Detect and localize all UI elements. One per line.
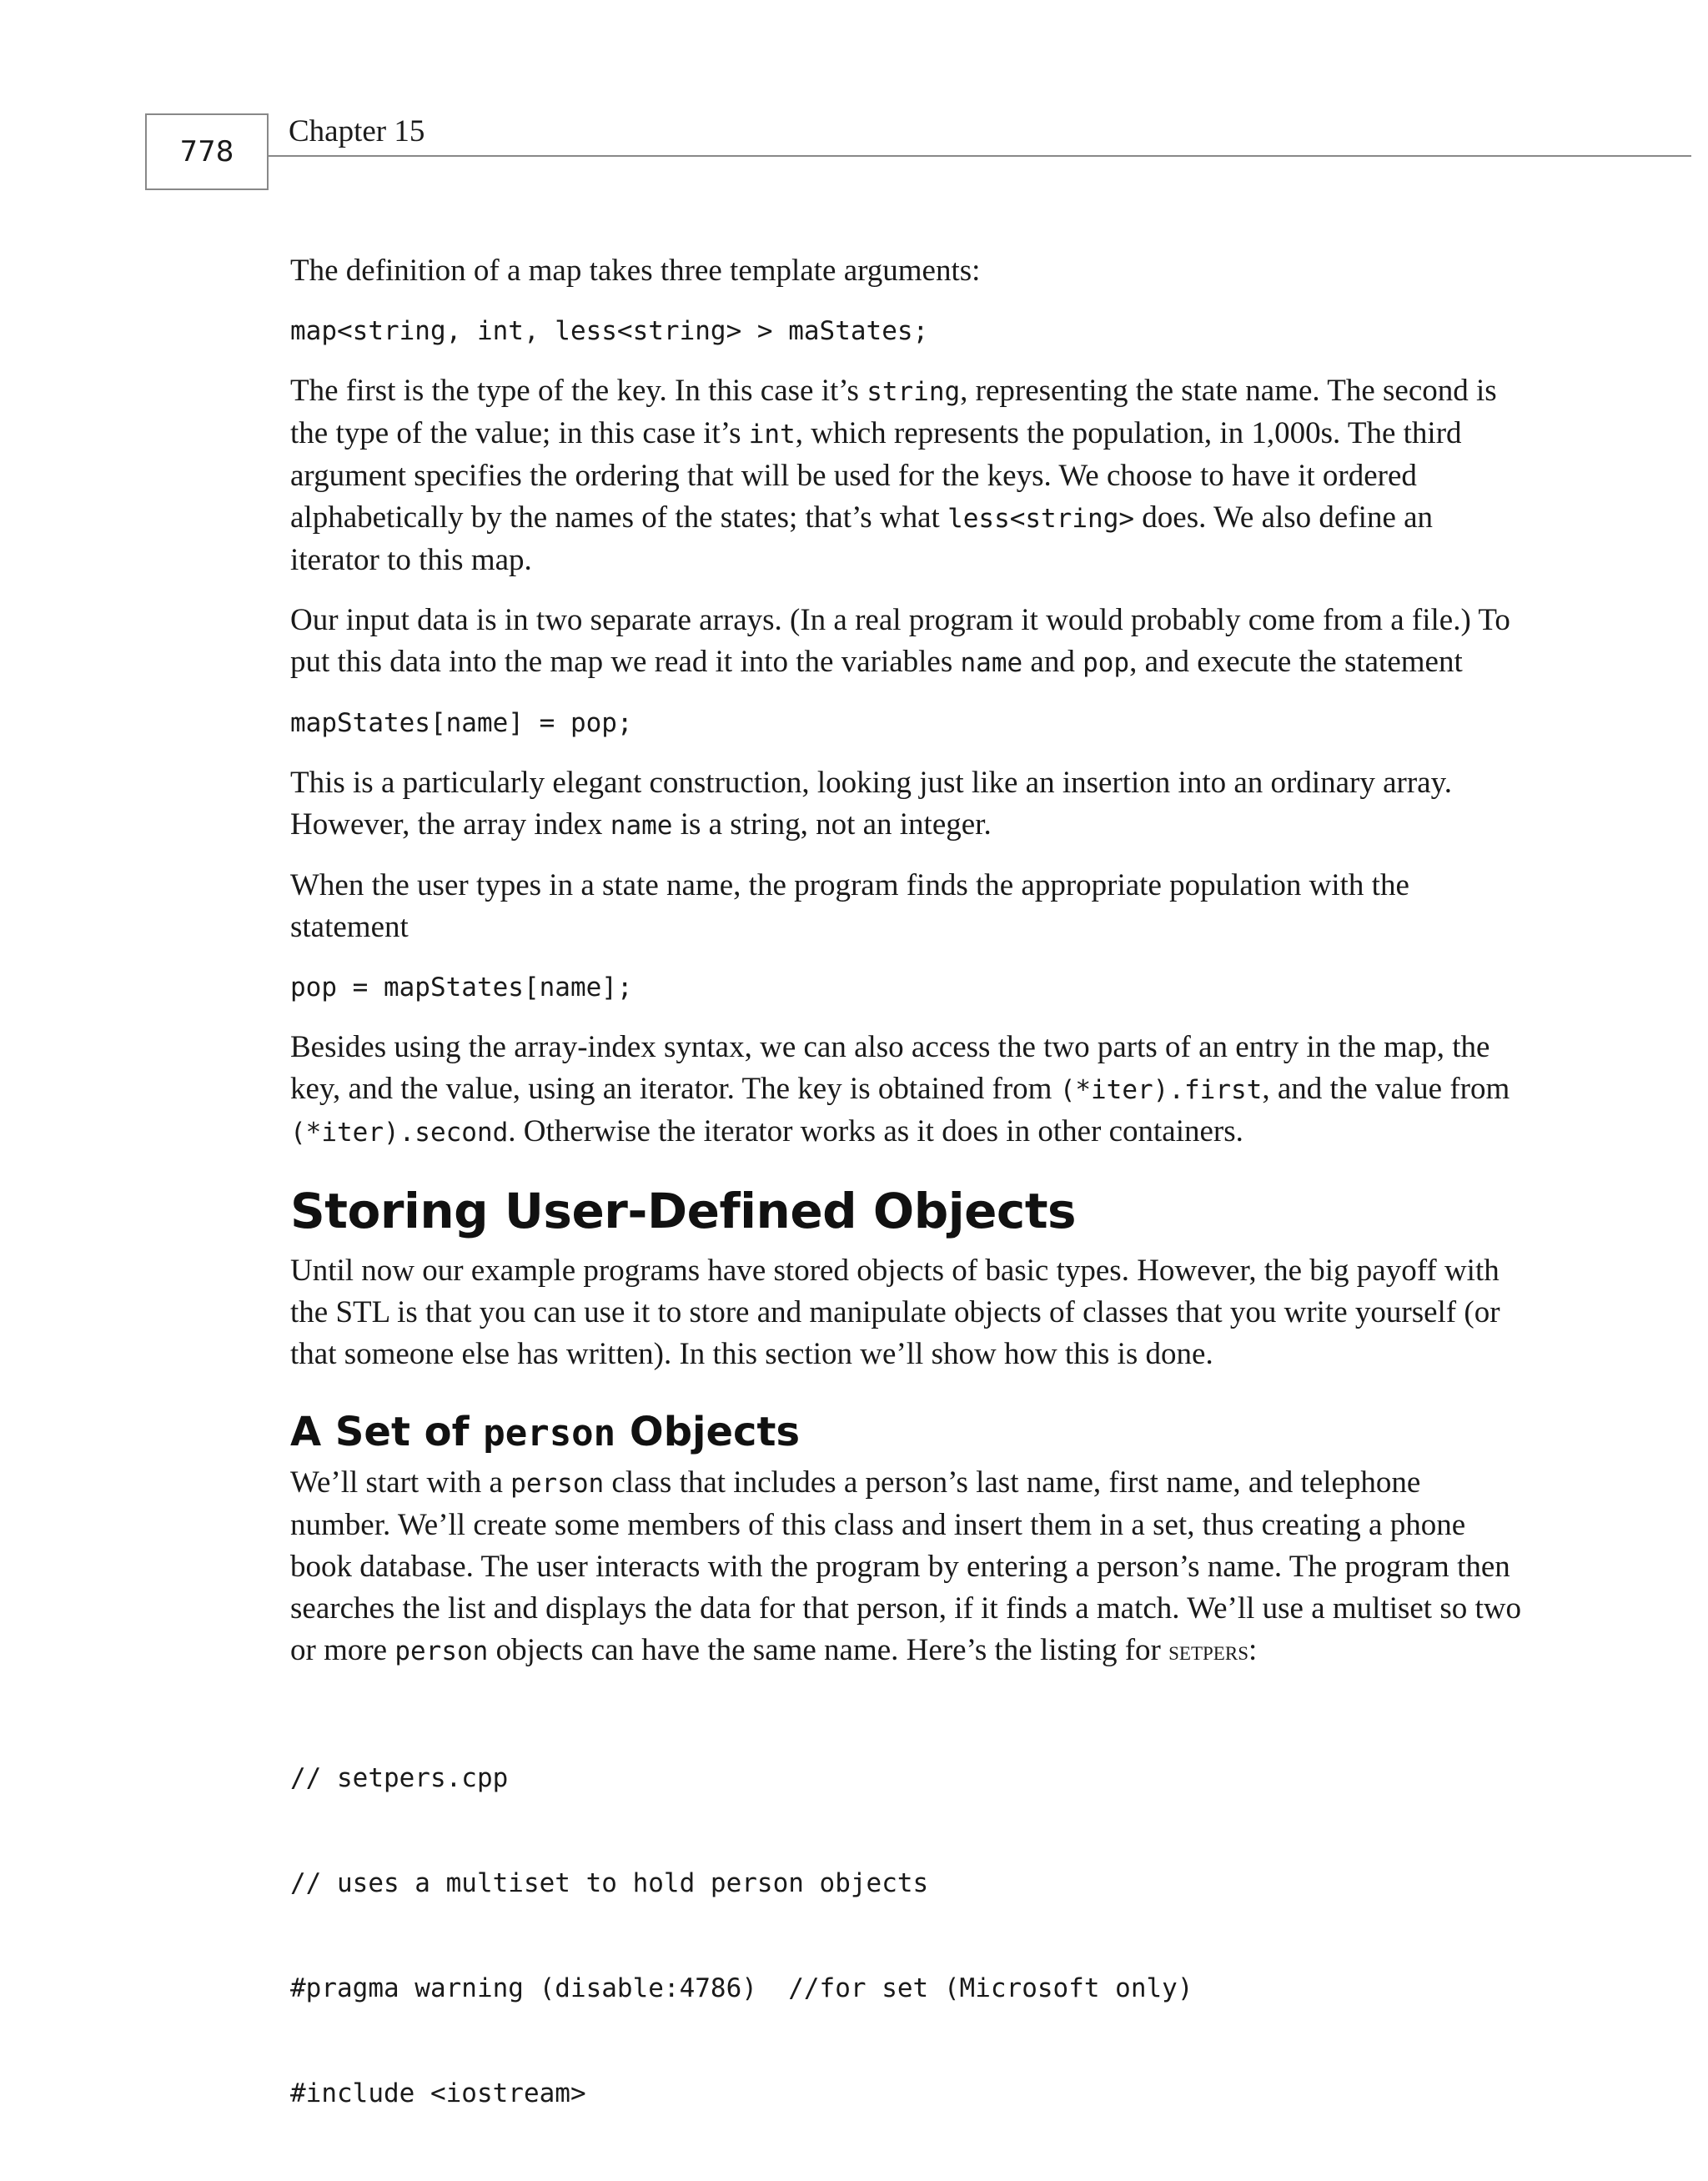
inline-code: (*iter).first	[1059, 1075, 1263, 1105]
inline-code: name	[610, 811, 673, 841]
code-snippet: pop = mapStates[name];	[290, 972, 633, 1003]
code-line: #pragma warning (disable:4786) //for set (Microsoft only)	[290, 1973, 1193, 2003]
paragraph	[290, 762, 1525, 847]
paragraph-text: does. We also define an iterator to this map.	[290, 500, 1434, 577]
heading-text: A Set of	[290, 1409, 484, 1455]
code-snippet: mapStates[name] = pop;	[290, 708, 633, 738]
paragraph	[290, 1027, 1525, 1153]
page-number: 778	[145, 113, 269, 190]
inline-code: (*iter).second	[290, 1118, 509, 1148]
heading-text: Objects	[615, 1409, 801, 1455]
page-header	[0, 0, 1708, 200]
paragraph-text: , representing the state name. The second is the type of the value; in this case it’s	[290, 374, 1497, 450]
paragraph-text: , which represents the population, in 1,000s. The third argument specifies the ordering that will be used for the keys. We choose to have it ordered alphabetically by the names of the states; that’s what	[290, 416, 1462, 535]
page-body	[290, 250, 1525, 2181]
subsection-heading	[290, 1407, 1525, 1459]
inline-code: string	[867, 377, 961, 407]
paragraph-text: , and execute the statement	[1129, 645, 1463, 679]
code-line: // setpers.cpp	[290, 1763, 509, 1793]
paragraph: The definition of a map takes three template arguments:	[290, 254, 981, 288]
paragraph-text: :	[1248, 1633, 1258, 1667]
section-heading: Storing User-Defined Objects	[290, 1183, 1077, 1239]
paragraph	[290, 1462, 1525, 1672]
heading-code: person	[483, 1412, 616, 1455]
paragraph-text: , and the value from	[1262, 1072, 1510, 1106]
paragraph-text: class that includes a person’s last name, first name, and telephone number. We’ll create some members of this class and insert them in a set, thus creating a phone book database. The user interacts with the program by entering a person’s name. The program then searches the list and displays the data for that person, if it finds a match. We’ll use a multiset so two or more	[290, 1465, 1521, 1667]
paragraph-text: is a string, not an integer.	[672, 807, 992, 842]
paragraph	[290, 600, 1525, 684]
code-line: #include <iostream>	[290, 2078, 586, 2108]
inline-code: person	[394, 1636, 489, 1666]
paragraph: When the user types in a state name, the program finds the appropriate population with the statement	[290, 868, 1409, 944]
inline-code: pop	[1083, 648, 1130, 678]
inline-code: person	[510, 1469, 605, 1499]
paragraph: Until now our example programs have stored objects of basic types. However, the big payoff with the STL is that you can use it to store and manipulate objects of classes that you write yourself (or that someone else has written). In this section we’ll show how this is done.	[290, 1254, 1500, 1371]
chapter-label: Chapter 15	[289, 114, 425, 148]
program-name: setpers	[1168, 1636, 1248, 1666]
paragraph-text: We’ll start with a	[290, 1465, 511, 1500]
paragraph	[290, 370, 1525, 581]
paragraph-text: Besides using the array-index syntax, we can also access the two parts of an entry in the map, the key, and the value, using an iterator. The key is obtained from	[290, 1030, 1490, 1106]
paragraph-text: The first is the type of the key. In this case it’s	[290, 374, 867, 408]
inline-code: less<string>	[947, 504, 1135, 534]
paragraph-text: . Otherwise the iterator works as it does in other containers.	[508, 1114, 1243, 1148]
code-snippet: map<string, int, less<string> > maStates;	[290, 316, 929, 346]
code-listing	[290, 1691, 1525, 2181]
inline-code: int	[748, 420, 796, 450]
code-line: // uses a multiset to hold person objects	[290, 1868, 929, 1898]
paragraph-text: This is a particularly elegant construction, looking just like an insertion into an ordinary array. However, the array index	[290, 766, 1452, 842]
paragraph-text: and	[1022, 645, 1083, 679]
paragraph-text: Our input data is in two separate arrays. (In a real program it would probably come from a file.) To put this data into the map we read it into the variables	[290, 603, 1510, 679]
inline-code: name	[960, 648, 1023, 678]
header-rule	[269, 155, 1691, 157]
paragraph-text: objects can have the same name. Here’s the listing for	[488, 1633, 1169, 1667]
